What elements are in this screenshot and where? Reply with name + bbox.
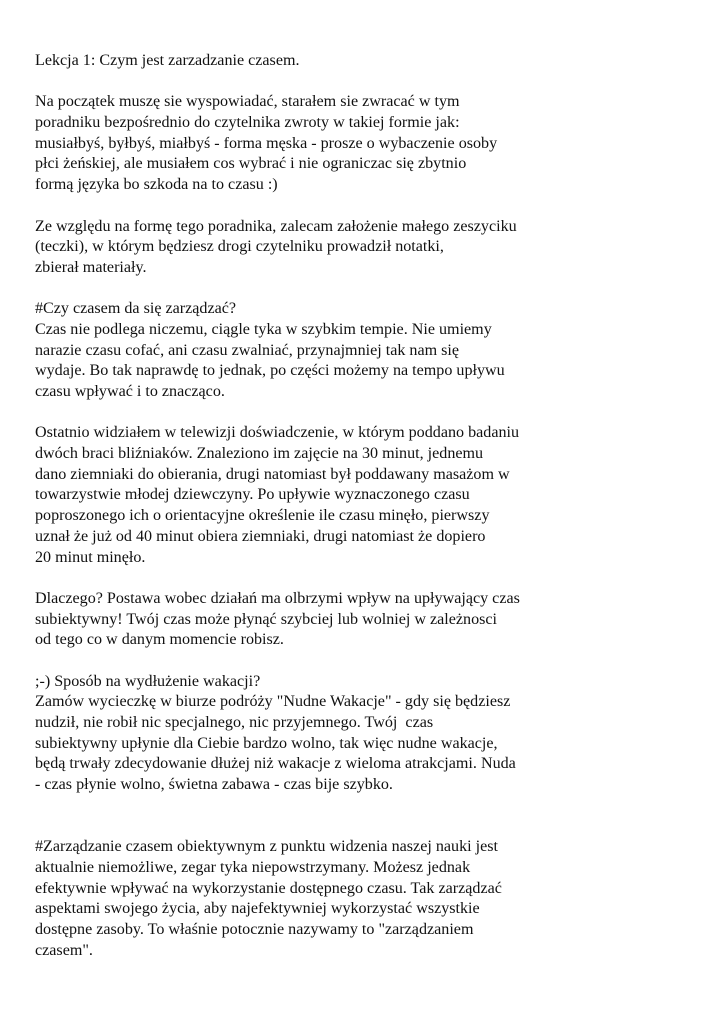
paragraph-gap bbox=[35, 403, 695, 424]
text-line: nudził, nie robił nic specjalnego, nic przyjemnego. Twój czas bbox=[35, 714, 434, 731]
text-line: 20 minut minęło. bbox=[35, 548, 146, 566]
document-page bbox=[35, 51, 695, 961]
text-line: efektywnie wpływać na wykorzystanie dostępnego czasu. Tak zarządzać bbox=[35, 879, 502, 897]
text-line: czasu wpływać i to znacząco. bbox=[35, 383, 225, 400]
text-line: poradniku bezpośrednio do czytelnika zwroty w takiej formie jak: bbox=[35, 114, 460, 132]
text-line: uznał że już od 40 minut obiera ziemniaki, drugi natomiast że dopiero bbox=[35, 527, 486, 545]
text-line: aspektami swojego życia, aby najefektywniej wykorzystać wszystkie bbox=[35, 900, 480, 918]
text-line: subiektywny! Twój czas może płynąć szybciej lub wolniej w zależnosci bbox=[35, 610, 498, 628]
text-line: poproszonego ich o orientacyjne określenie ile czasu minęło, pierwszy bbox=[35, 507, 490, 525]
text-line: formą języka bo szkoda na to czasu :) bbox=[35, 176, 278, 194]
text-line: czasem". bbox=[35, 941, 93, 959]
text-line: musiałbyś, byłbyś, miałbyś - forma męska - prosze o wybaczenie osoby bbox=[35, 134, 498, 152]
text-line: dano ziemniaki do obierania, drugi natomiast był poddawany masażom w bbox=[35, 465, 510, 483]
text-line: dostępne zasoby. To właśnie potocznie nazywamy to "zarządzaniem bbox=[35, 920, 474, 938]
text-line: (teczki), w którym będziesz drogi czytelniku prowadził notatki, bbox=[35, 238, 444, 256]
text-line: subiektywny upłynie dla Ciebie bardzo wolno, tak więc nudne wakacje, bbox=[35, 734, 498, 752]
text-line: #Zarządzanie czasem obiektywnym z punktu widzenia naszej nauki jest bbox=[35, 838, 498, 856]
text-line: ;-) Sposób na wydłużenie wakacji? bbox=[35, 672, 261, 690]
text-line: aktualnie niemożliwe, zegar tyka niepowstrzymany. Możesz jednak bbox=[35, 858, 471, 876]
text-line: zbierał materiały. bbox=[35, 258, 147, 276]
paragraph-gap bbox=[35, 279, 695, 300]
text-line: #Czy czasem da się zarządzać? bbox=[35, 300, 237, 318]
paragraph-gap bbox=[35, 72, 695, 93]
text-line: Czas nie podlega niczemu, ciągle tyka w szybkim tempie. Nie umiemy bbox=[35, 320, 492, 338]
text-line: dwóch braci bliźniaków. Znaleziono im zajęcie na 30 minut, jednemu bbox=[35, 445, 484, 463]
text-line: - czas płynie wolno, świetna zabawa - czas bije szybko. bbox=[35, 776, 393, 794]
text-line: narazie czasu cofać, ani czasu zwalniać, przynajmniej tak nam się bbox=[35, 341, 460, 359]
paragraph-gap bbox=[35, 651, 695, 672]
paragraph-can-time-be-managed bbox=[35, 299, 695, 402]
paragraph-gap bbox=[35, 196, 695, 217]
text-line: będą trwały zdecydowanie dłużej niż wakacje z wieloma atrakcjami. Nuda bbox=[35, 755, 516, 773]
paragraph-notebook bbox=[35, 217, 695, 279]
paragraph-gap bbox=[35, 568, 695, 589]
text-line: płci żeńskiej, ale musiałem cos wybrać i nie ograniczac się zbytnio bbox=[35, 155, 467, 173]
text-line: Na początek muszę sie wyspowiadać, starałem sie zwracać w tym bbox=[35, 93, 460, 111]
text-line: Ze względu na formę tego poradnika, zalecam założenie małego zeszyciku bbox=[35, 217, 517, 235]
paragraph-gap bbox=[35, 796, 695, 837]
text-line: Lekcja 1: Czym jest zarzadzanie czasem. bbox=[35, 52, 300, 69]
paragraph-vacation bbox=[35, 672, 695, 796]
paragraph-title bbox=[35, 51, 695, 72]
paragraph-intro bbox=[35, 92, 695, 195]
text-line: towarzystwie młodej dziewczyny. Po upływie wyznaczonego czasu bbox=[35, 486, 470, 504]
text-line: wydaje. Bo tak naprawdę to jednak, po części możemy na tempo upływu bbox=[35, 362, 505, 380]
paragraph-objective-time bbox=[35, 837, 695, 961]
paragraph-why bbox=[35, 589, 695, 651]
text-line: Ostatnio widziałem w telewizji doświadczenie, w którym poddano badaniu bbox=[35, 424, 520, 442]
text-line: Zamów wycieczkę w biurze podróży "Nudne Wakacje" - gdy się będziesz bbox=[35, 693, 511, 711]
text-line: od tego co w danym momencie robisz. bbox=[35, 631, 284, 649]
paragraph-twins-experiment bbox=[35, 423, 695, 568]
text-line: Dlaczego? Postawa wobec działań ma olbrzymi wpływ na upływający czas bbox=[35, 589, 520, 607]
